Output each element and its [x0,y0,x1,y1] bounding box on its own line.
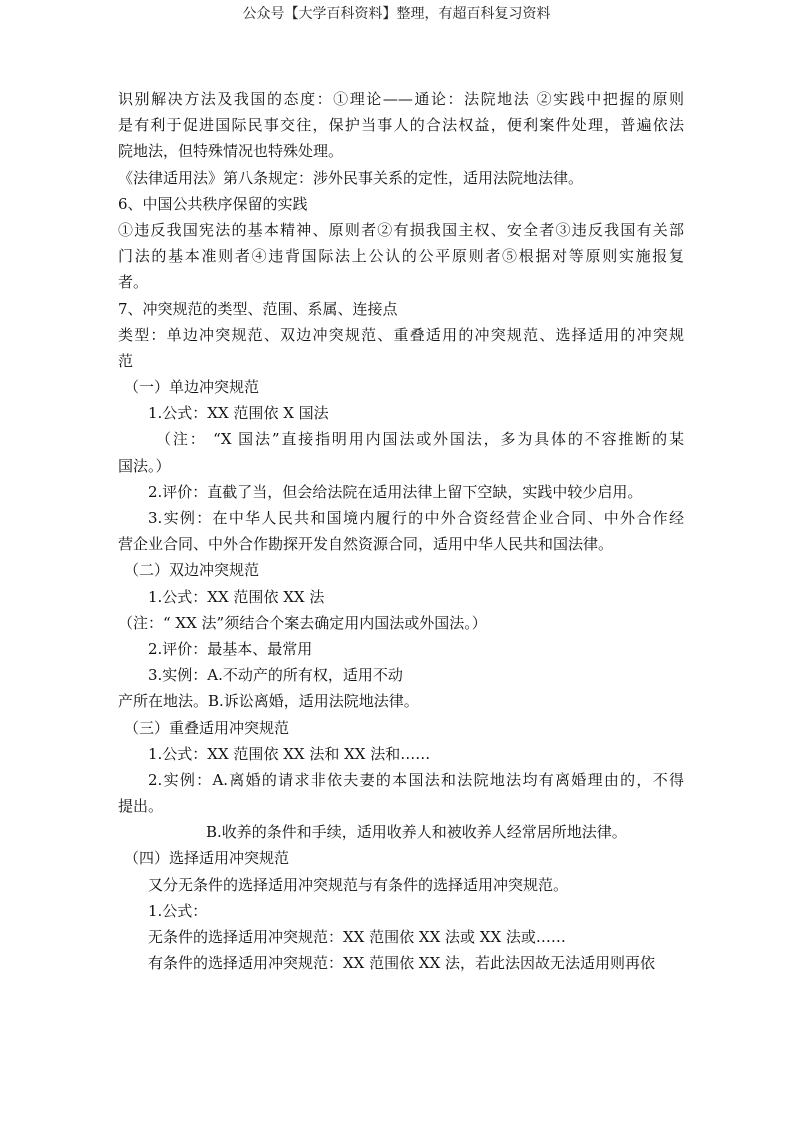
subsection-heading: （三）重叠适用冲突规范 [124,718,290,737]
paragraph-line: 2.评价：最基本、最常用 [148,639,313,658]
paragraph-line: 3.实例：在中华人民共和国境内履行的中外合资经营企业合同、中外合作经 [148,509,684,527]
paragraph-line: 2.实例：A.离婚的请求非依夫妻的本国法和法院地法均有离婚理由的，不得 [148,770,684,789]
paragraph-line: 院地法，但特殊情况也特殊处理。 [118,142,344,161]
paragraph-line: 1.公式：XX 范围依 X 国法 [148,404,329,423]
section-heading: 6、中国公共秩序保留的实践 [118,194,308,213]
paragraph-line: 3.实例：A.不动产的所有权，适用不动 [148,666,403,685]
paragraph-line: （注：“ XX 法”须结合个案去确定用内国法或外国法。） [118,613,487,632]
paragraph-line: ①违反我国宪法的基本精神、原则者②有损我国主权、安全者③违反我国有关部 [118,220,684,239]
paragraph-line: 1.公式：XX 范围依 XX 法和 XX 法和…… [148,744,431,763]
subsection-heading: （二）双边冲突规范 [124,561,260,580]
paragraph-line: （注： “X 国法”直接指明用内国法或外国法，多为具体的不容推断的某 [156,430,684,449]
paragraph-line: 类型：单边冲突规范、双边冲突规范、重叠适用的冲突规范、选择适用的冲突规 [118,325,684,344]
paragraph-line: 1.公式：XX 范围依 XX 法 [148,587,325,606]
paragraph-line: 有条件的选择适用冲突规范：XX 范围依 XX 法，若此法因故无法适用则再依 [148,954,656,973]
paragraph-line: 范 [118,351,134,370]
page-header: 公众号【大学百科资料】整理，有超百科复习资料 [242,6,551,22]
paragraph-line: 者。 [118,273,149,292]
paragraph-line: B.收养的条件和手续，适用收养人和被收养人经常居所地法律。 [206,823,627,842]
paragraph-line: 产所在地法。B.诉讼离婚，适用法院地法律。 [118,692,419,711]
paragraph-line: 2.评价：直截了当，但会给法院在适用法律上留下空缺，实践中较少启用。 [148,482,643,501]
paragraph-line: 又分无条件的选择适用冲突规范与有条件的选择适用冲突规范。 [148,875,569,894]
paragraph-line: 1.公式： [148,901,208,920]
paragraph-line: 提出。 [118,797,164,816]
paragraph-line: 门法的基本准则者④违背国际法上公认的公平原则者⑤根据对等原则实施报复 [118,247,684,266]
paragraph-line: 是有利于促进国际民事交往，保护当事人的合法权益，便利案件处理，普遍依法 [118,116,684,135]
paragraph-line: 国法。） [118,456,171,475]
subsection-heading: （一）单边冲突规范 [124,378,260,397]
document-body [118,86,684,976]
paragraph-line: 识别解决方法及我国的态度：①理论——通论：法院地法 ②实践中把握的原则 [118,90,684,108]
section-heading: 7、冲突规范的类型、范围、系属、连接点 [118,299,398,318]
paragraph-line: 营企业合同、中外合作勘探开发自然资源合同，适用中华人民共和国法律。 [118,535,614,554]
paragraph-line: 《法律适用法》第八条规定：涉外民事关系的定性，适用法院地法律。 [118,168,584,187]
subsection-heading: （四）选择适用冲突规范 [124,849,290,868]
paragraph-line: 无条件的选择适用冲突规范：XX 范围依 XX 法或 XX 法或…… [148,928,566,946]
